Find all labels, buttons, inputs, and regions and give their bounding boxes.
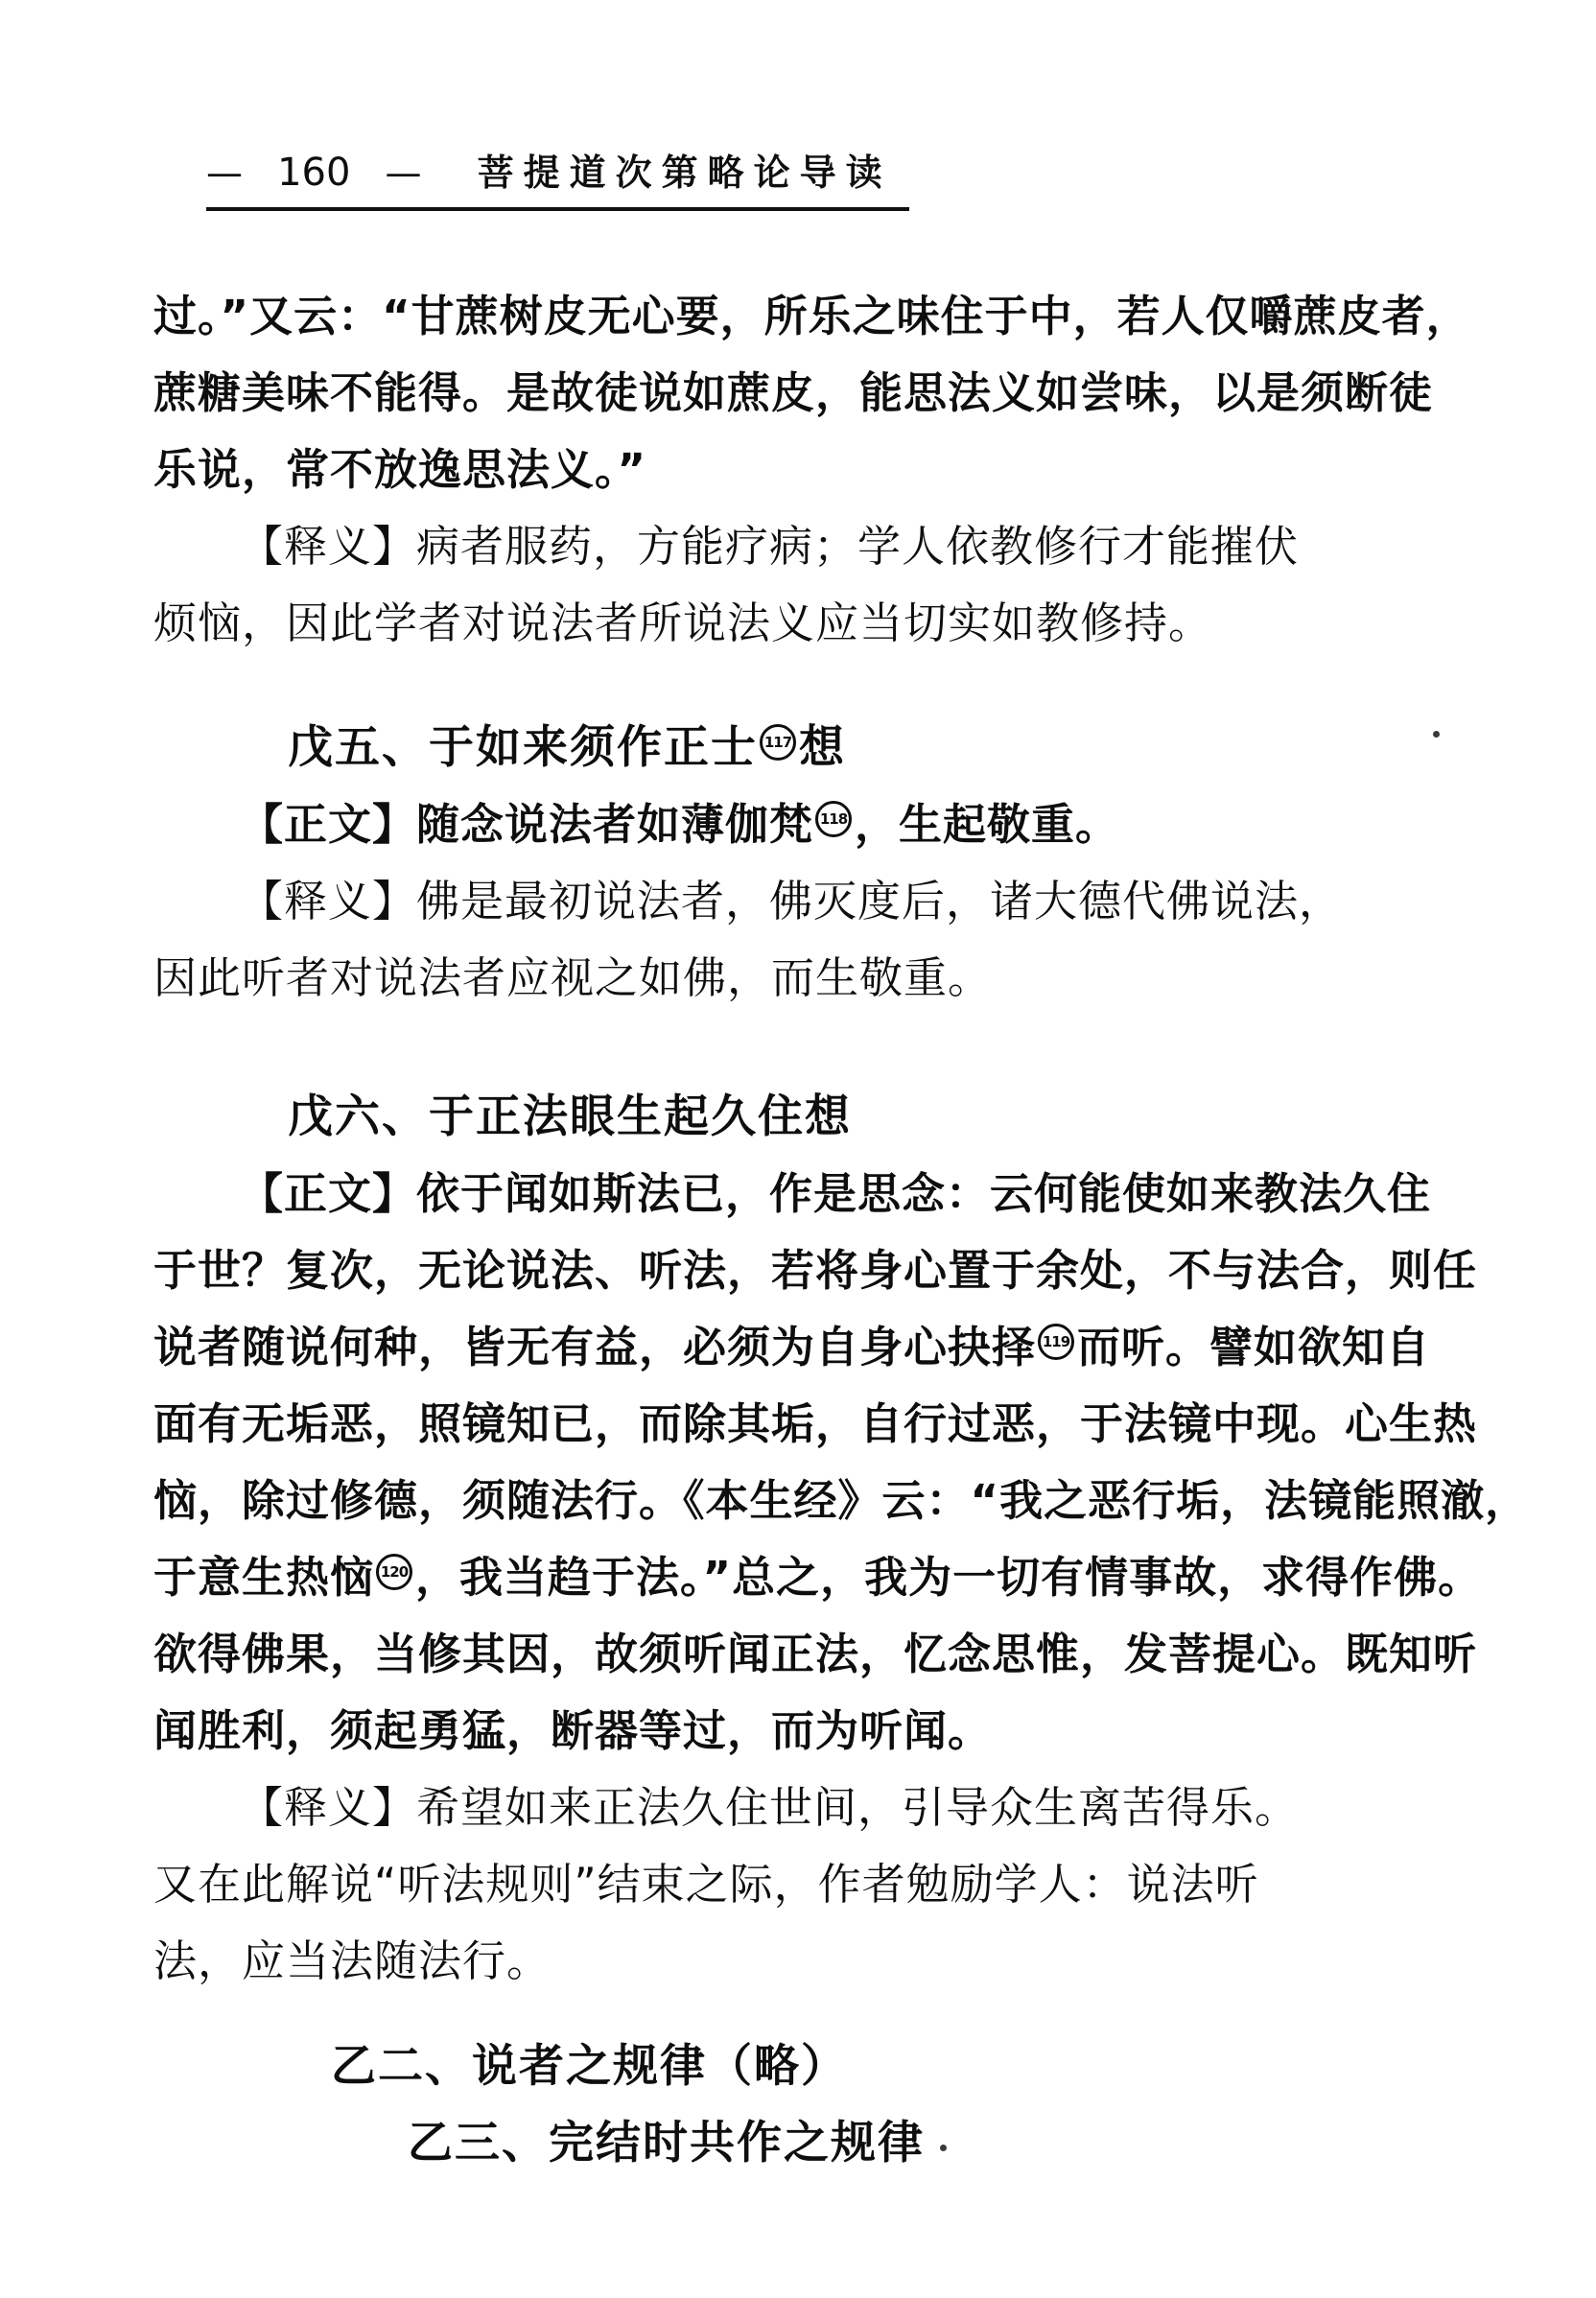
text-run: 于意生热恼 bbox=[153, 1552, 375, 1603]
text-line bbox=[288, 1079, 1443, 1156]
text-run: 戊五、于如来须作正士 bbox=[288, 721, 758, 774]
page-header bbox=[206, 152, 909, 211]
text-run: 乐说，常不放逸思法义。” bbox=[153, 444, 647, 495]
text-run: 说者随说何种，皆无有益，必须为自身心抉择 bbox=[153, 1322, 1037, 1372]
zhengwen-paragraph-1 bbox=[153, 786, 1443, 863]
zhengwen-paragraph-2 bbox=[153, 1156, 1530, 1770]
text-run: 闻胜利，须起勇猛，断器等过，而为听闻。 bbox=[153, 1705, 993, 1756]
text-line bbox=[153, 1463, 1530, 1539]
text-line bbox=[408, 2105, 1443, 2182]
text-line bbox=[153, 585, 1443, 662]
scan-speck bbox=[940, 2145, 947, 2151]
shiyi-paragraph-3 bbox=[153, 1770, 1443, 2000]
text-run: 【释义】病者服药，方能疗病；学人依教修行才能摧伏 bbox=[240, 521, 1300, 572]
text-run: 而听。譬如欲知自 bbox=[1077, 1322, 1431, 1372]
text-line bbox=[153, 1693, 1443, 1770]
text-line bbox=[153, 432, 1443, 508]
text-run: 【正文】随念说法者如薄伽梵 bbox=[240, 799, 814, 850]
shiyi-paragraph-2 bbox=[153, 863, 1443, 1017]
footnote-marker: 120 bbox=[376, 1554, 412, 1590]
text-run: ，我当趋于法。”总之，我为一切有情事故，求得作佛。 bbox=[415, 1552, 1483, 1603]
text-run: 蔗糖美味不能得。是故徒说如蔗皮，能思法义如尝味，以是须断徒 bbox=[153, 367, 1434, 418]
text-run: 于世？复次，无论说法、听法，若将身心置于余处，不与法合，则任 bbox=[153, 1245, 1478, 1296]
header-dash-right: — bbox=[385, 152, 422, 194]
text-line bbox=[331, 2028, 1443, 2105]
text-run: 欲得佛果，当修其因，故须听闻正法，忆念思惟，发菩提心。既知听 bbox=[153, 1629, 1478, 1679]
text-run: 过。”又云：“甘蔗树皮无心要，所乐之味住于中，若人仅嚼蔗皮者， bbox=[153, 291, 1470, 341]
text-run: 烦恼，因此学者对说法者所说法义应当切实如教修持。 bbox=[153, 598, 1213, 648]
text-line bbox=[153, 355, 1443, 432]
text-line bbox=[153, 1539, 1483, 1616]
heading-wu5 bbox=[288, 710, 1443, 786]
text-line bbox=[153, 278, 1470, 355]
text-run: ，生起敬重。 bbox=[855, 799, 1120, 850]
text-run: 因此听者对说法者应视之如佛，而生敬重。 bbox=[153, 952, 993, 1003]
footnote-marker: 118 bbox=[815, 801, 852, 837]
book-title: 菩提道次第略论导读 bbox=[477, 152, 892, 194]
header-rule bbox=[206, 152, 909, 211]
text-line bbox=[153, 1309, 1443, 1386]
text-run: 法，应当法随法行。 bbox=[153, 1935, 552, 1986]
text-line bbox=[153, 1386, 1478, 1463]
scan-speck bbox=[1433, 731, 1440, 738]
text-run: 想 bbox=[799, 721, 846, 774]
text-run: 【正文】依于闻如斯法已，作是思念：云何能使如来教法久住 bbox=[240, 1168, 1432, 1219]
text-run: 面有无垢恶，照镜知已，而除其垢，自行过恶，于法镜中现。心生热 bbox=[153, 1398, 1478, 1449]
shiyi-paragraph-1 bbox=[153, 508, 1443, 662]
text-line bbox=[153, 940, 1443, 1017]
text-line bbox=[153, 508, 1443, 585]
text-line bbox=[153, 1616, 1478, 1693]
header-dash-left: — bbox=[206, 152, 243, 194]
text-line bbox=[288, 710, 1443, 786]
text-run: 又在此解说“听法规则”结束之际，作者勉励学人：说法听 bbox=[153, 1859, 1259, 1910]
text-line bbox=[153, 1232, 1478, 1309]
footnote-marker: 117 bbox=[760, 724, 796, 761]
text-run: 乙二、说者之规律（略） bbox=[331, 2040, 848, 2093]
heading-wu6 bbox=[288, 1079, 1443, 1156]
text-line bbox=[153, 786, 1443, 863]
text-run: 恼，除过修德，须随法行。《本生经》云：“我之恶行垢，法镜能照澈， bbox=[153, 1475, 1530, 1526]
text-run: 戊六、于正法眼生起久住想 bbox=[288, 1090, 852, 1143]
text-line bbox=[153, 863, 1443, 940]
text-run: 【释义】佛是最初说法者，佛灭度后，诸大德代佛说法， bbox=[240, 876, 1344, 926]
heading-yi2 bbox=[331, 2028, 1443, 2105]
footnote-marker: 119 bbox=[1038, 1324, 1074, 1360]
text-run: 【释义】希望如来正法久住世间，引导众生离苦得乐。 bbox=[240, 1782, 1300, 1833]
text-run: 乙三、完结时共作之规律 bbox=[408, 2117, 925, 2169]
page-number: 160 bbox=[277, 151, 351, 195]
text-line bbox=[153, 1156, 1443, 1232]
quote-continuation-paragraph bbox=[153, 278, 1470, 508]
heading-yi3 bbox=[408, 2105, 1443, 2182]
page-body bbox=[153, 278, 1530, 2182]
text-line bbox=[153, 1846, 1443, 1923]
text-line bbox=[153, 1923, 1443, 2000]
text-line bbox=[153, 1770, 1443, 1846]
